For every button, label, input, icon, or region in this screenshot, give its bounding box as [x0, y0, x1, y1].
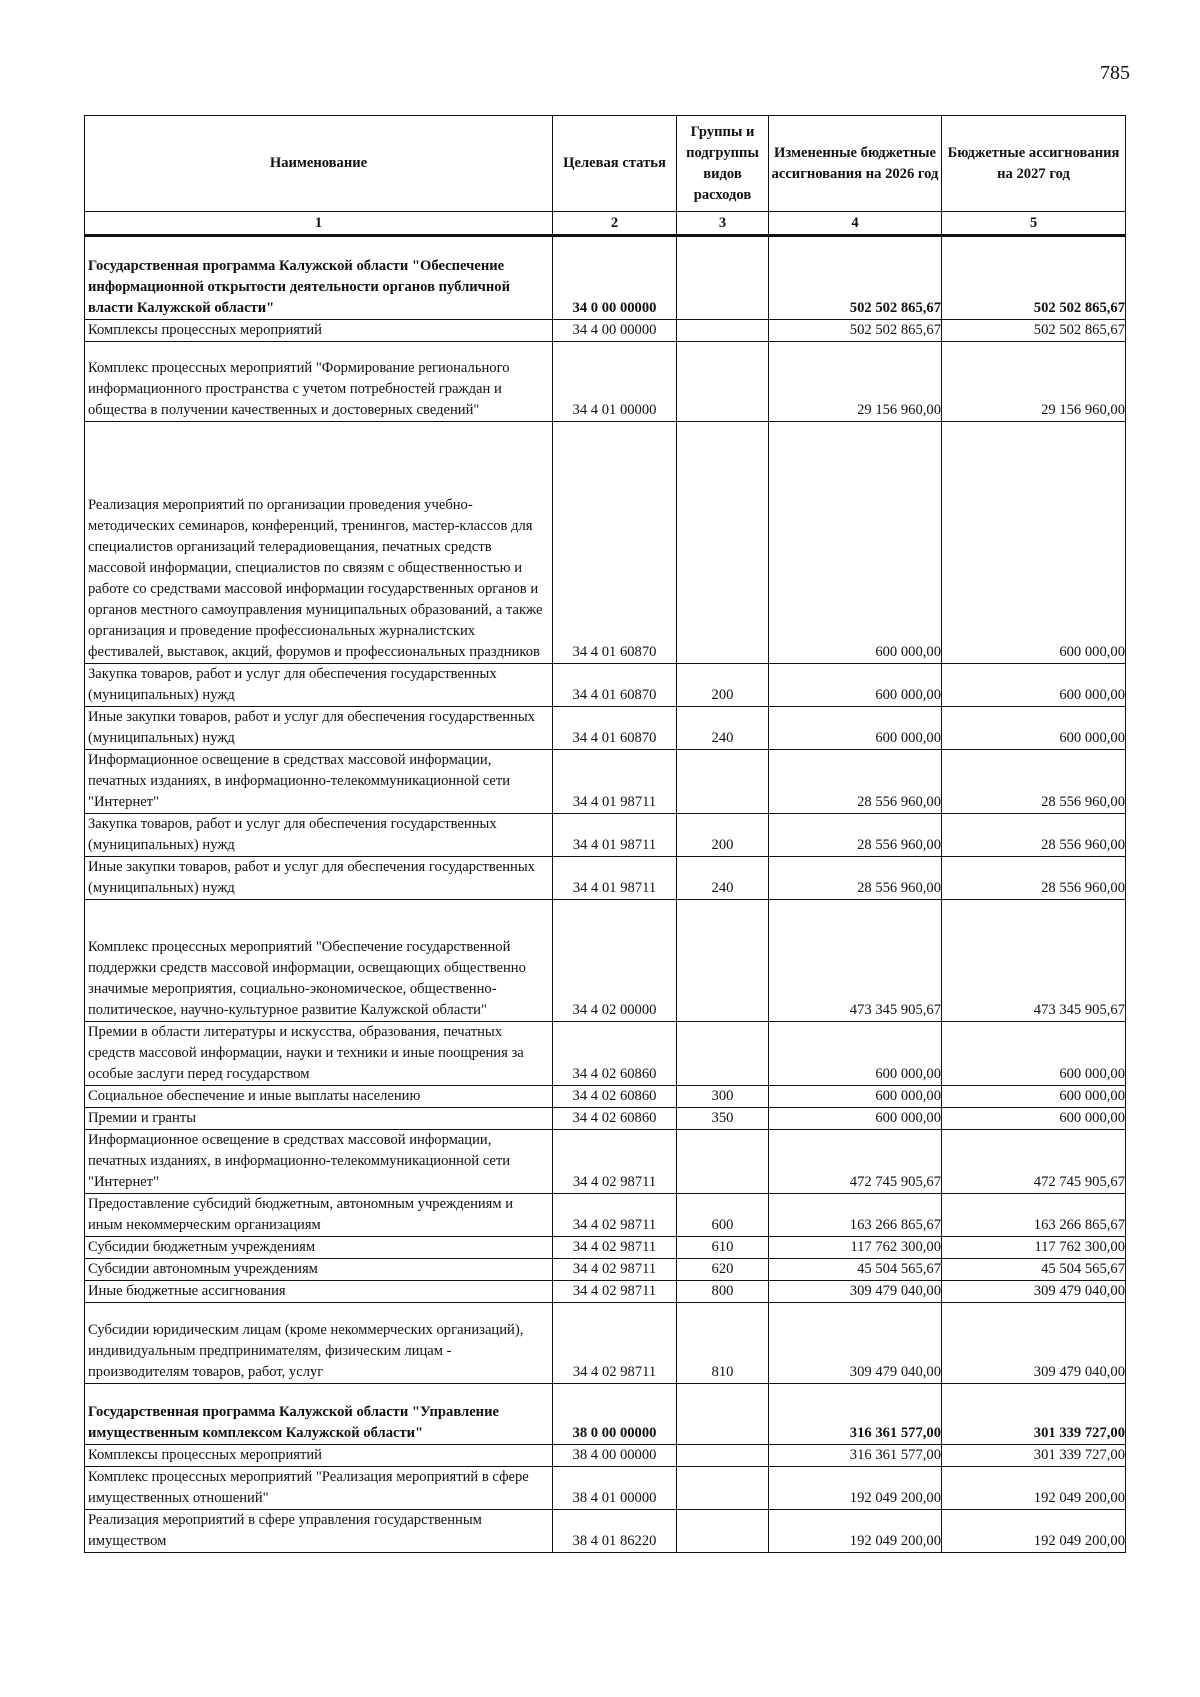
row-expense-group: 200 [677, 664, 769, 707]
row-name: Государственная программа Калужской области "Обеспечение информационной открытости деятельности органов публичной власти Калужской области" [85, 236, 553, 320]
row-value-2027: 600 000,00 [942, 707, 1126, 750]
table-body [85, 236, 1126, 1553]
row-name: Комплекс процессных мероприятий "Реализация мероприятий в сфере имущественных отношений" [85, 1467, 553, 1510]
row-value-2027: 309 479 040,00 [942, 1281, 1126, 1303]
row-name: Социальное обеспечение и иные выплаты населению [85, 1086, 553, 1108]
row-name: Государственная программа Калужской области "Управление имущественным комплексом Калужской области" [85, 1384, 553, 1445]
row-expense-group: 240 [677, 857, 769, 900]
row-value-2027: 192 049 200,00 [942, 1467, 1126, 1510]
row-target-article: 34 4 02 98711 [553, 1259, 677, 1281]
table-row [85, 1237, 1126, 1259]
row-value-2027: 28 556 960,00 [942, 750, 1126, 814]
row-name: Субсидии автономным учреждениям [85, 1259, 553, 1281]
row-value-2027: 600 000,00 [942, 664, 1126, 707]
row-expense-group [677, 1022, 769, 1086]
row-name: Информационное освещение в средствах массовой информации, печатных изданиях, в информационно-телекоммуникационной сети "Интернет" [85, 750, 553, 814]
row-name: Предоставление субсидий бюджетным, автономным учреждениям и иным некоммерческим организациям [85, 1194, 553, 1237]
row-expense-group: 600 [677, 1194, 769, 1237]
row-name: Комплекс процессных мероприятий "Обеспечение государственной поддержки средств массовой информации, освещающих общественно значимые мероприятия, социально-экономическое, общественно-политическое, научно-культурное развитие Калужской области" [85, 900, 553, 1022]
row-value-2026: 28 556 960,00 [769, 814, 942, 857]
column-number-row [85, 212, 1126, 236]
row-value-2027: 502 502 865,67 [942, 236, 1126, 320]
row-target-article: 34 4 01 60870 [553, 422, 677, 664]
row-target-article: 38 4 00 00000 [553, 1445, 677, 1467]
table-row [85, 422, 1126, 664]
row-target-article: 34 4 02 60860 [553, 1108, 677, 1130]
header-expense-groups: Группы и подгруппы видов расходов [677, 116, 769, 212]
row-value-2027: 28 556 960,00 [942, 814, 1126, 857]
row-target-article: 34 4 00 00000 [553, 320, 677, 342]
row-value-2026: 600 000,00 [769, 422, 942, 664]
row-value-2027: 502 502 865,67 [942, 320, 1126, 342]
row-value-2027: 600 000,00 [942, 422, 1126, 664]
table-row [85, 1384, 1126, 1445]
row-expense-group [677, 1467, 769, 1510]
row-value-2027: 117 762 300,00 [942, 1237, 1126, 1259]
row-expense-group: 610 [677, 1237, 769, 1259]
row-value-2026: 28 556 960,00 [769, 750, 942, 814]
row-target-article: 34 4 01 60870 [553, 707, 677, 750]
row-value-2026: 29 156 960,00 [769, 342, 942, 422]
row-value-2026: 600 000,00 [769, 707, 942, 750]
table-row [85, 750, 1126, 814]
row-expense-group [677, 900, 769, 1022]
row-name: Реализация мероприятий в сфере управления государственным имуществом [85, 1510, 553, 1553]
row-value-2027: 301 339 727,00 [942, 1445, 1126, 1467]
row-value-2026: 28 556 960,00 [769, 857, 942, 900]
header-row [85, 116, 1126, 212]
row-expense-group: 800 [677, 1281, 769, 1303]
row-target-article: 34 4 02 00000 [553, 900, 677, 1022]
table-row [85, 342, 1126, 422]
row-target-article: 34 4 01 60870 [553, 664, 677, 707]
row-value-2026: 600 000,00 [769, 1108, 942, 1130]
row-name: Комплексы процессных мероприятий [85, 1445, 553, 1467]
table-row [85, 320, 1126, 342]
row-expense-group [677, 320, 769, 342]
row-value-2026: 502 502 865,67 [769, 236, 942, 320]
row-value-2026: 473 345 905,67 [769, 900, 942, 1022]
row-name: Субсидии юридическим лицам (кроме некоммерческих организаций), индивидуальным предпринимателям, физическим лицам - производителям товаров, работ, услуг [85, 1303, 553, 1384]
row-target-article: 34 4 01 98711 [553, 857, 677, 900]
row-name: Закупка товаров, работ и услуг для обеспечения государственных (муниципальных) нужд [85, 814, 553, 857]
row-value-2026: 316 361 577,00 [769, 1384, 942, 1445]
row-name: Премии и гранты [85, 1108, 553, 1130]
row-value-2026: 309 479 040,00 [769, 1281, 942, 1303]
row-target-article: 38 4 01 86220 [553, 1510, 677, 1553]
table-row [85, 1510, 1126, 1553]
column-number: 2 [553, 212, 677, 236]
row-value-2026: 472 745 905,67 [769, 1130, 942, 1194]
row-value-2026: 192 049 200,00 [769, 1467, 942, 1510]
row-expense-group [677, 1510, 769, 1553]
row-name: Реализация мероприятий по организации проведения учебно-методических семинаров, конференций, тренингов, мастер-классов для специалистов организаций телерадиовещания, печатных средств массовой информации, специалистов по связям с общественностью и работе со средствами массовой информации государственных органов и органов местного самоуправления муниципальных образований, а также организация и проведение профессиональных журналистских фестивалей, выставок, акций, форумов и профессиональных праздников [85, 422, 553, 664]
row-expense-group: 620 [677, 1259, 769, 1281]
table-row [85, 1281, 1126, 1303]
row-target-article: 34 4 02 98711 [553, 1194, 677, 1237]
row-target-article: 34 4 02 60860 [553, 1086, 677, 1108]
row-name: Закупка товаров, работ и услуг для обеспечения государственных (муниципальных) нужд [85, 664, 553, 707]
header-allocations-2026: Измененные бюджетные ассигнования на 2026 год [769, 116, 942, 212]
table-row [85, 814, 1126, 857]
row-value-2027: 600 000,00 [942, 1086, 1126, 1108]
row-expense-group [677, 1384, 769, 1445]
row-expense-group [677, 422, 769, 664]
row-value-2027: 473 345 905,67 [942, 900, 1126, 1022]
column-number: 5 [942, 212, 1126, 236]
row-value-2026: 192 049 200,00 [769, 1510, 942, 1553]
row-value-2026: 163 266 865,67 [769, 1194, 942, 1237]
row-value-2027: 45 504 565,67 [942, 1259, 1126, 1281]
row-expense-group [677, 750, 769, 814]
row-target-article: 34 4 02 98711 [553, 1237, 677, 1259]
row-target-article: 34 4 01 98711 [553, 814, 677, 857]
column-number: 4 [769, 212, 942, 236]
row-name: Иные закупки товаров, работ и услуг для обеспечения государственных (муниципальных) нужд [85, 707, 553, 750]
row-value-2027: 301 339 727,00 [942, 1384, 1126, 1445]
header-target-article: Целевая статья [553, 116, 677, 212]
row-value-2026: 600 000,00 [769, 664, 942, 707]
row-value-2026: 309 479 040,00 [769, 1303, 942, 1384]
row-target-article: 34 4 02 98711 [553, 1281, 677, 1303]
table-row [85, 707, 1126, 750]
row-name: Комплексы процессных мероприятий [85, 320, 553, 342]
budget-table [84, 115, 1126, 1553]
row-expense-group [677, 1130, 769, 1194]
row-value-2027: 163 266 865,67 [942, 1194, 1126, 1237]
table-row [85, 1108, 1126, 1130]
row-target-article: 34 0 00 00000 [553, 236, 677, 320]
row-value-2027: 192 049 200,00 [942, 1510, 1126, 1553]
row-expense-group: 240 [677, 707, 769, 750]
table-row [85, 1467, 1126, 1510]
row-target-article: 34 4 01 98711 [553, 750, 677, 814]
column-number: 3 [677, 212, 769, 236]
row-expense-group [677, 1445, 769, 1467]
row-value-2026: 600 000,00 [769, 1022, 942, 1086]
row-target-article: 34 4 02 60860 [553, 1022, 677, 1086]
table-row [85, 1303, 1126, 1384]
table-row [85, 664, 1126, 707]
row-value-2027: 472 745 905,67 [942, 1130, 1126, 1194]
table-row [85, 857, 1126, 900]
row-name: Информационное освещение в средствах массовой информации, печатных изданиях, в информационно-телекоммуникационной сети "Интернет" [85, 1130, 553, 1194]
row-expense-group: 200 [677, 814, 769, 857]
table-row [85, 236, 1126, 320]
row-value-2027: 600 000,00 [942, 1108, 1126, 1130]
row-target-article: 38 0 00 00000 [553, 1384, 677, 1445]
row-value-2027: 309 479 040,00 [942, 1303, 1126, 1384]
header-name: Наименование [85, 116, 553, 212]
row-value-2026: 45 504 565,67 [769, 1259, 942, 1281]
table-row [85, 1022, 1126, 1086]
row-expense-group: 350 [677, 1108, 769, 1130]
row-value-2027: 28 556 960,00 [942, 857, 1126, 900]
row-name: Иные бюджетные ассигнования [85, 1281, 553, 1303]
row-value-2026: 502 502 865,67 [769, 320, 942, 342]
row-expense-group: 810 [677, 1303, 769, 1384]
table-row [85, 1086, 1126, 1108]
table-row [85, 1259, 1126, 1281]
row-expense-group [677, 342, 769, 422]
row-expense-group [677, 236, 769, 320]
page-number: 785 [1100, 62, 1130, 84]
header-allocations-2027: Бюджетные ассигнования на 2027 год [942, 116, 1126, 212]
row-target-article: 34 4 02 98711 [553, 1130, 677, 1194]
row-name: Иные закупки товаров, работ и услуг для обеспечения государственных (муниципальных) нужд [85, 857, 553, 900]
row-name: Премии в области литературы и искусства, образования, печатных средств массовой информации, науки и техники и иные поощрения за особые заслуги перед государством [85, 1022, 553, 1086]
row-value-2027: 29 156 960,00 [942, 342, 1126, 422]
row-expense-group: 300 [677, 1086, 769, 1108]
row-target-article: 34 4 02 98711 [553, 1303, 677, 1384]
row-value-2026: 316 361 577,00 [769, 1445, 942, 1467]
table-row [85, 1130, 1126, 1194]
row-name: Субсидии бюджетным учреждениям [85, 1237, 553, 1259]
table-row [85, 900, 1126, 1022]
row-value-2026: 117 762 300,00 [769, 1237, 942, 1259]
row-value-2026: 600 000,00 [769, 1086, 942, 1108]
column-number: 1 [85, 212, 553, 236]
row-target-article: 34 4 01 00000 [553, 342, 677, 422]
table-row [85, 1445, 1126, 1467]
table-row [85, 1194, 1126, 1237]
row-target-article: 38 4 01 00000 [553, 1467, 677, 1510]
row-value-2027: 600 000,00 [942, 1022, 1126, 1086]
row-name: Комплекс процессных мероприятий "Формирование регионального информационного пространства с учетом потребностей граждан и общества в получении качественных и достоверных сведений" [85, 342, 553, 422]
